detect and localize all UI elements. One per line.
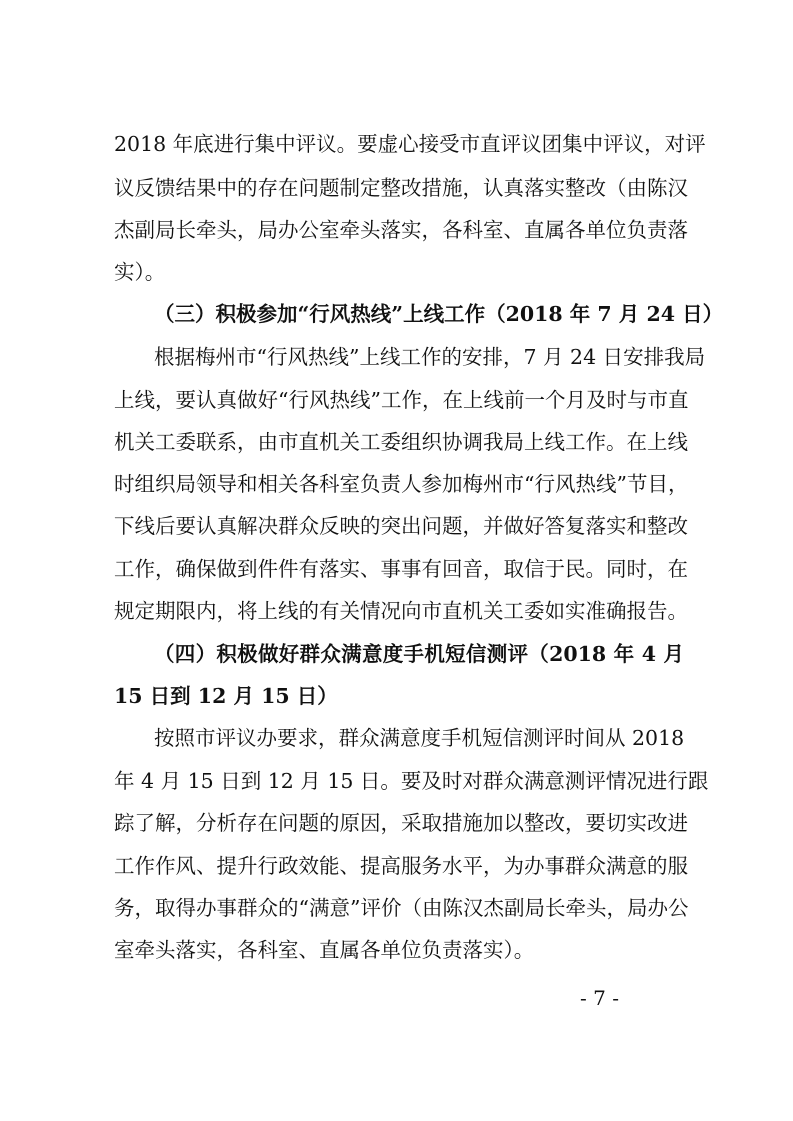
body-text-line: 议反馈结果中的存在问题制定整改措施，认真落实整改（由陈汉 bbox=[114, 176, 688, 200]
body-text-line: 杰副局长牵头，局办公室牵头落实，各科室、直属各单位负责落 bbox=[114, 218, 688, 242]
body-text-line: 根据梅州市“行风热线”上线工作的安排，7 月 24 日安排我局 bbox=[154, 345, 706, 369]
body-text-line: 室牵头落实，各科室、直属各单位负责落实）。 bbox=[114, 938, 535, 962]
body-text-line: 年 4 月 15 日到 12 月 15 日。要及时对群众满意测评情况进行跟 bbox=[114, 769, 709, 793]
body-text-line: 踪了解，分析存在问题的原因，采取措施加以整改，要切实改进 bbox=[114, 811, 688, 835]
body-text-line: 按照市评议办要求，群众满意度手机短信测评时间从 2018 bbox=[154, 726, 685, 750]
body-text-line: 时组织局领导和相关各科室负责人参加梅州市“行风热线”节目， bbox=[114, 472, 689, 496]
body-text-line: 工作，确保做到件件有落实、事事有回音，取信于民。同时，在 bbox=[114, 557, 688, 581]
page-number: - 7 - bbox=[580, 986, 619, 1010]
body-text-line: 2018 年底进行集中评议。要虚心接受市直评议团集中评议，对评 bbox=[114, 132, 706, 156]
section-heading-4: （四）积极做好群众满意度手机短信测评（2018 年 4 月 bbox=[154, 642, 684, 666]
section-heading-3: （三）积极参加“行风热线”上线工作（2018 年 7 月 24 日） bbox=[154, 302, 724, 326]
body-text-line: 务，取得办事群众的“满意”评价（由陈汉杰副局长牵头，局办公 bbox=[114, 896, 689, 920]
body-text-line: 下线后要认真解决群众反映的突出问题，并做好答复落实和整改 bbox=[114, 514, 688, 538]
body-text-line: 上线，要认真做好“行风热线”工作，在上线前一个月及时与市直 bbox=[114, 388, 689, 412]
body-text-line: 机关工委联系，由市直机关工委组织协调我局上线工作。在上线 bbox=[114, 430, 688, 454]
section-heading-4-continued: 15 日到 12 月 15 日） bbox=[114, 684, 338, 708]
body-text-line: 实）。 bbox=[114, 260, 166, 284]
body-text-line: 工作作风、提升行政效能、提高服务水平，为办事群众满意的服 bbox=[114, 854, 688, 878]
body-text-line: 规定期限内，将上线的有关情况向市直机关工委如实准确报告。 bbox=[114, 599, 688, 623]
